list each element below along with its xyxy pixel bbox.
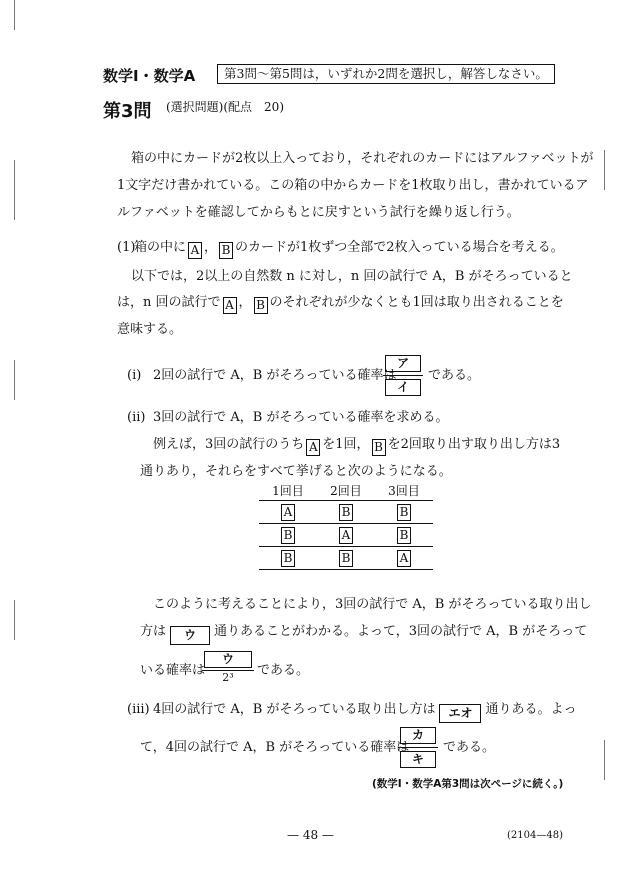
answer-box-u: ウ [170, 626, 210, 645]
margin-line-left-2 [14, 360, 15, 400]
card-b-box-3: B [372, 439, 386, 456]
sub-ii-line-5 [140, 624, 587, 645]
sub-ii-line-6a: いる確率は [140, 663, 206, 678]
sub-iii-line1-b: 通りある。よっ [485, 702, 577, 717]
table-row [259, 501, 433, 524]
sub-ii-fraction [202, 648, 254, 685]
answer-box-i: イ [385, 379, 421, 396]
sub-ii-line2-b: を1回， [322, 437, 370, 452]
sub-iii-line1-a: 4回の試行で A，B がそろっている取り出し方は [153, 702, 436, 717]
sub-ii-line-2 [153, 437, 560, 456]
instruction-text: 第3問～第5問は，いずれか2問を選択し，解答しなさい。 [224, 66, 548, 81]
sub-ii-line-6b: である。 [257, 663, 310, 678]
sub-ii-line-3: 通りあり，それらをすべて挙げると次のようになる。 [140, 464, 452, 479]
answer-box-u-2: ウ [204, 651, 252, 668]
sub-ii-line2-c: を2回取り出す取り出し方は3 [387, 437, 561, 452]
part1-line-2: 以下では，2以上の自然数 n に対し，n 回の試行で A，B がそろっていると [131, 269, 573, 284]
margin-line-left [14, 160, 15, 220]
part1-sep: ， [204, 240, 218, 255]
continue-note: (数学Ⅰ・数学A第3問は次ページに続く。) [372, 778, 564, 790]
sub-ii-line-4: このように考えることにより，3回の試行で A，B がそろっている取り出し [153, 597, 592, 612]
card-a-box: A [188, 242, 202, 259]
intro-line-2: 1文字だけ書かれている。この箱の中からカードを1枚取り出し，書かれているア [117, 178, 589, 193]
page-number: — 48 — [287, 828, 334, 842]
sub-i-text: 2回の試行で A，B がそろっている確率は [153, 368, 397, 383]
card-a-box-3: A [306, 439, 320, 456]
intro-line-1: 箱の中にカードが2枚以上入っており，それぞれのカードにはアルファベットが [131, 151, 594, 166]
table-cell: B [281, 550, 295, 567]
sub-iii-line-2a: て，4回の試行で A，B がそろっている確率は [140, 740, 410, 755]
table-header: 1回目 [272, 483, 304, 498]
sub-i-fraction [383, 352, 423, 396]
card-a-box-2: A [223, 297, 237, 314]
part1-line3-b: のそれぞれが少なくとも1回は取り出されることを [269, 295, 564, 310]
table-row [259, 524, 433, 547]
answer-box-ka: カ [400, 727, 436, 744]
answer-box-eo: エオ [439, 704, 481, 723]
table-row [259, 547, 433, 570]
sub-iii-line-1 [153, 702, 577, 723]
table-header: 2回目 [330, 483, 362, 498]
part1-line1-b: のカードが1枚ずつ全部で2枚入っている場合を考える。 [235, 240, 564, 255]
table-cell: B [397, 504, 411, 521]
table-cell: B [339, 504, 353, 521]
margin-line-right-2 [604, 740, 605, 780]
sub-i-tail: である。 [428, 368, 481, 383]
fraction-denominator: 2³ [222, 671, 234, 684]
sub-ii-line5-b: 通りあることがわかる。よって，3回の試行で A，B がそろって [214, 624, 588, 639]
sub-ii-number: (ii) [127, 410, 146, 425]
sub-i-number: (i) [127, 368, 142, 383]
part1-line-1 [134, 240, 564, 259]
card-b-box-2: B [254, 297, 268, 314]
problem-title: 第3問 [103, 101, 152, 122]
table-cell: B [397, 527, 411, 544]
table-cell: A [281, 504, 295, 521]
margin-line-top-left [14, 0, 15, 30]
sub-ii-line2-a: 例えば，3回の試行のうち [153, 437, 305, 452]
trials-table [259, 480, 433, 570]
sub-iii-line-2b: である。 [443, 740, 496, 755]
part1-line3-a: は，n 回の試行で [117, 295, 221, 310]
table-header-row [259, 480, 433, 501]
sub-iii-number: (iii) [127, 702, 150, 717]
card-b-box: B [219, 242, 233, 259]
instruction-box [217, 64, 555, 84]
answer-box-ki: キ [400, 751, 436, 768]
table-cell: A [397, 550, 411, 567]
part1-line1-a: 箱の中に [134, 240, 187, 255]
part1-line-3 [117, 295, 564, 314]
margin-line-left-3 [14, 600, 15, 640]
sub-iii-fraction [398, 724, 438, 768]
sub-ii-line-1: 3回の試行で A，B がそろっている確率を求める。 [153, 410, 449, 425]
table-cell: B [339, 550, 353, 567]
part1-line-4: 意味する。 [117, 322, 183, 337]
table-cell: A [339, 527, 353, 544]
subject-heading: 数学Ⅰ・数学A [103, 67, 196, 85]
problem-meta: (選択問題)(配点 20) [166, 100, 284, 114]
part1-sep-2: ， [238, 295, 252, 310]
table-cell: B [281, 527, 295, 544]
margin-line-right [604, 150, 605, 190]
sub-ii-line5-a: 方は [140, 624, 167, 639]
part1-number: (1) [117, 240, 136, 255]
table-header: 3回目 [388, 483, 420, 498]
intro-line-3: ルファベットを確認してからもとに戻すという試行を繰り返し行う。 [117, 205, 520, 220]
page-code: (2104—48) [507, 830, 563, 841]
answer-box-a: ア [385, 355, 421, 372]
